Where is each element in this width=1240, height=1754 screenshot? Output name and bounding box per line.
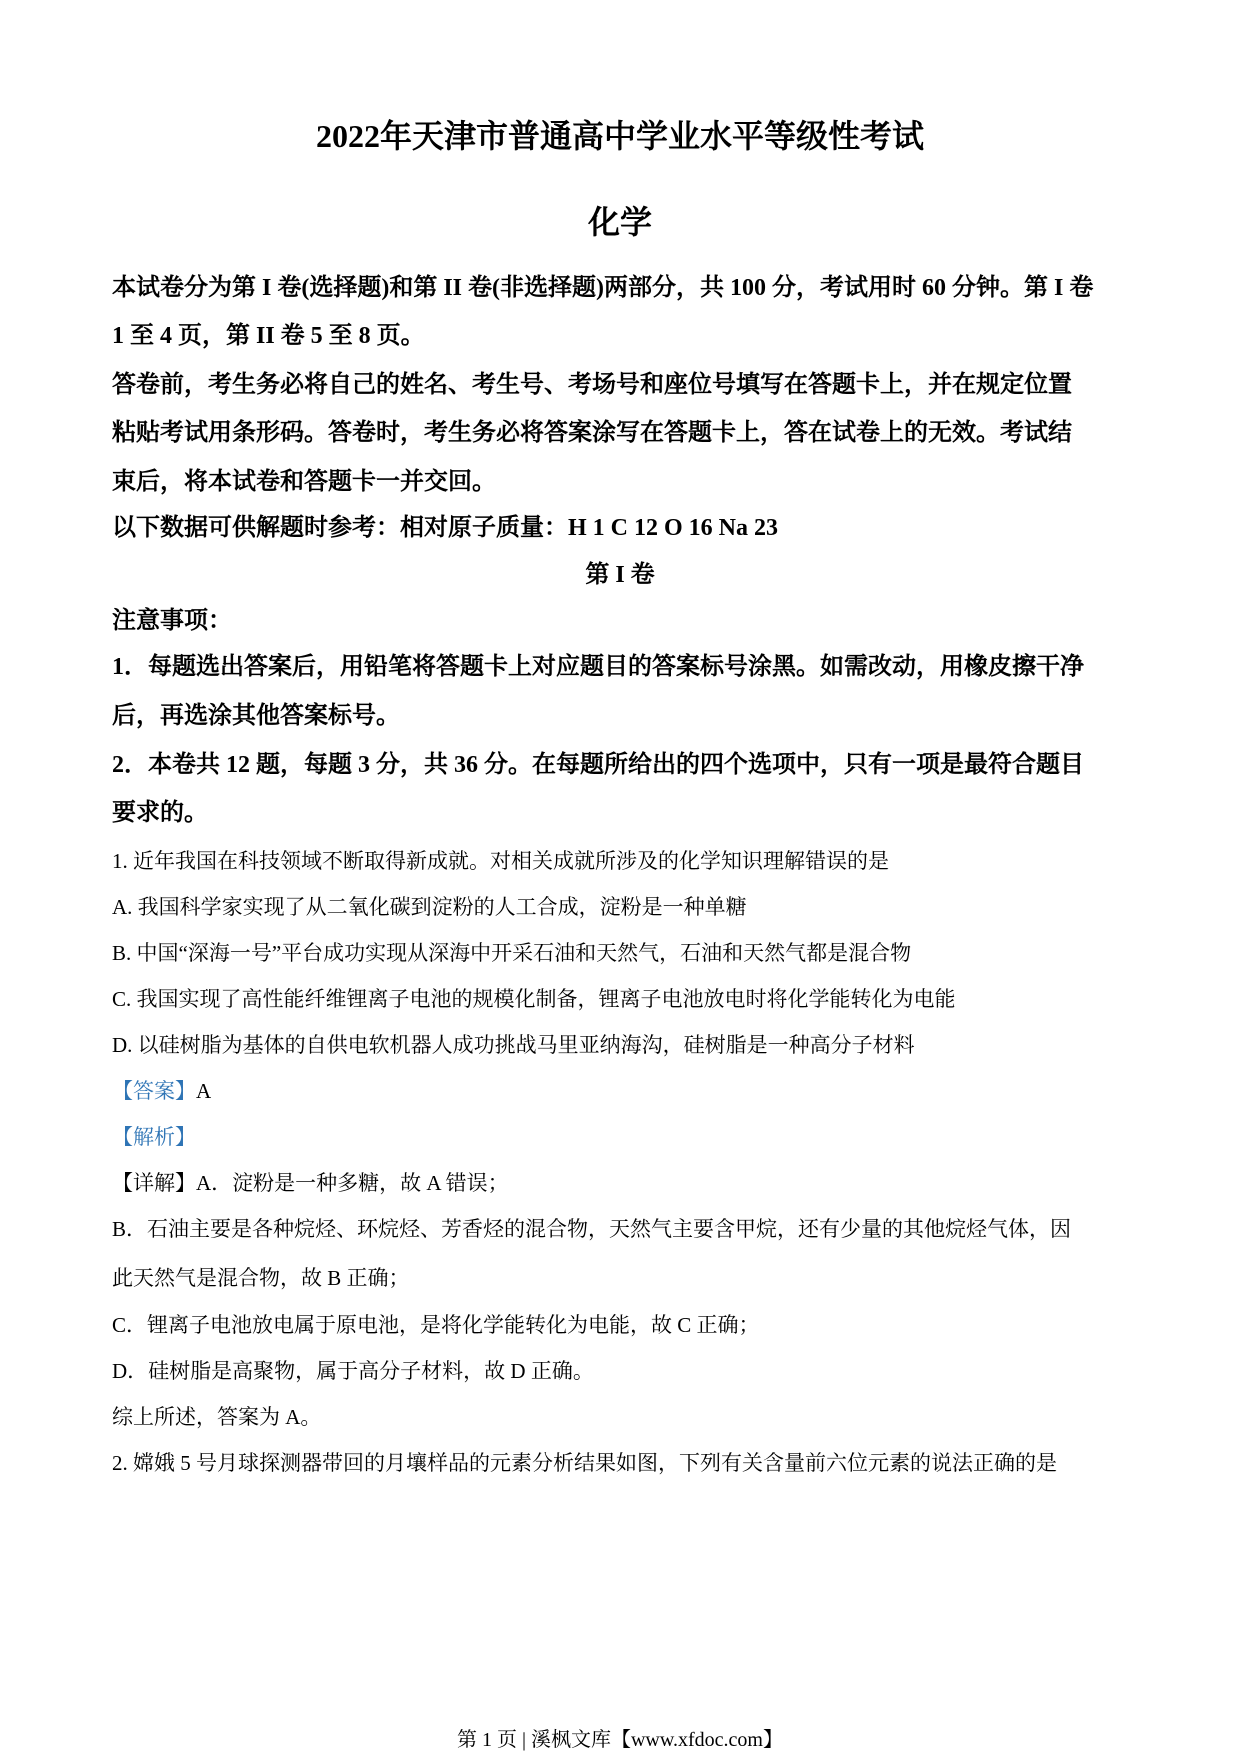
answer-label: 【答案】 xyxy=(112,1079,196,1103)
section-title: 第 I 卷 xyxy=(585,562,655,588)
intro-line: 本试卷分为第 I 卷(选择题)和第 II 卷(非选择题)两部分，共 100 分，考试用时 60 分钟。第 I 卷 xyxy=(112,275,1094,301)
intro-line: 1 至 4 页，第 II 卷 5 至 8 页。 xyxy=(112,323,425,349)
notice-item: 1．每题选出答案后，用铅笔将答题卡上对应题目的答案标号涂黑。如需改动，用橡皮擦干净 xyxy=(112,654,1084,680)
subject-title: 化学 xyxy=(587,204,652,240)
question-1-option-c: C. 我国实现了高性能纤维锂离子电池的规模化制备，锂离子电池放电时将化学能转化为电能 xyxy=(112,987,956,1011)
detail-line: 此天然气是混合物，故 B 正确； xyxy=(112,1266,410,1290)
detail-line: C．锂离子电池放电属于原电池，是将化学能转化为电能，故 C 正确； xyxy=(112,1313,760,1337)
question-1-option-b: B. 中国“深海一号”平台成功实现从深海中开采石油和天然气，石油和天然气都是混合物 xyxy=(112,941,912,965)
answer-line xyxy=(112,1077,1132,1105)
summary-line: 综上所述，答案为 A。 xyxy=(112,1405,322,1429)
detail-line: B．石油主要是各种烷烃、环烷烃、芳香烃的混合物，天然气主要含甲烷，还有少量的其他烷烃气体，因 xyxy=(112,1217,1072,1241)
question-1-option-a: A. 我国科学家实现了从二氧化碳到淀粉的人工合成，淀粉是一种单糖 xyxy=(112,895,747,919)
question-1-stem: 1. 近年我国在科技领域不断取得新成就。对相关成就所涉及的化学知识理解错误的是 xyxy=(112,849,889,873)
atomic-mass-reference: 以下数据可供解题时参考：相对原子质量：H 1 C 12 O 16 Na 23 xyxy=(112,515,778,541)
detail-line: D．硅树脂是高聚物，属于高分子材料，故 D 正确。 xyxy=(112,1359,594,1383)
notice-item: 后，再选涂其他答案标号。 xyxy=(112,703,400,729)
exam-title: 2022年天津市普通高中学业水平等级性考试 xyxy=(315,118,924,154)
intro-line: 束后，将本试卷和答题卡一并交回。 xyxy=(112,469,496,495)
notice-heading: 注意事项： xyxy=(112,608,232,634)
analysis-label: 【解析】 xyxy=(112,1125,196,1149)
detail-line: 【详解】A．淀粉是一种多糖，故 A 错误； xyxy=(112,1171,509,1195)
question-1-option-d: D. 以硅树脂为基体的自供电软机器人成功挑战马里亚纳海沟，硅树脂是一种高分子材料 xyxy=(112,1033,915,1057)
notice-item: 要求的。 xyxy=(112,800,208,826)
intro-line: 粘贴考试用条形码。答卷时，考生务必将答案涂写在答题卡上，答在试卷上的无效。考试结 xyxy=(112,420,1072,446)
intro-line: 答卷前，考生务必将自己的姓名、考生号、考场号和座位号填写在答题卡上，并在规定位置 xyxy=(112,372,1072,398)
question-2-stem: 2. 嫦娥 5 号月球探测器带回的月壤样品的元素分析结果如图，下列有关含量前六位元素的说法正确的是 xyxy=(112,1451,1057,1475)
page-footer: 第 1 页 | 溪枫文库【www.xfdoc.com】 xyxy=(456,1729,783,1751)
answer-value: A xyxy=(196,1079,212,1103)
notice-item: 2．本卷共 12 题，每题 3 分，共 36 分。在每题所给出的四个选项中，只有一项是最符合题目 xyxy=(112,752,1084,778)
